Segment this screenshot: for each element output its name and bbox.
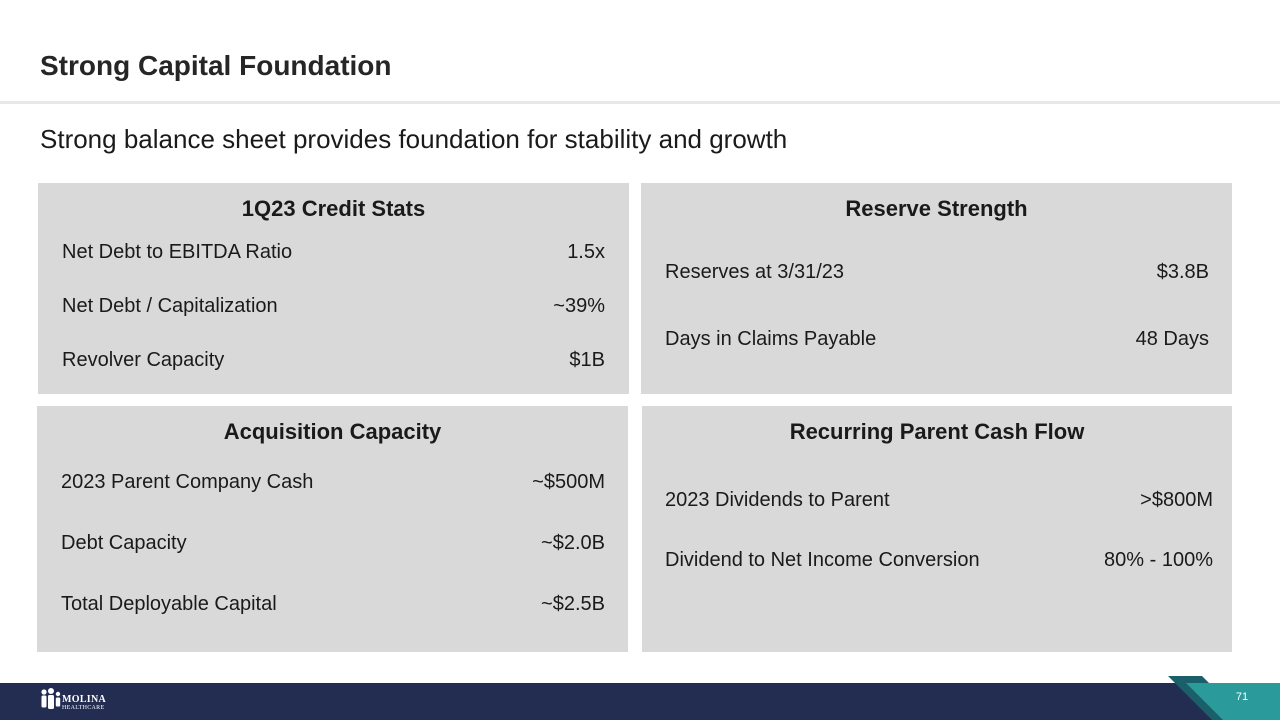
stat-value: ~$2.5B xyxy=(541,593,605,615)
logo-subtext: HEALTHCARE xyxy=(62,705,105,711)
stat-value: ~$500M xyxy=(532,471,605,493)
stat-label: 2023 Parent Company Cash xyxy=(61,471,314,493)
stat-row xyxy=(61,471,605,494)
title-divider xyxy=(0,101,1280,104)
stat-value: 1.5x xyxy=(567,241,605,263)
stat-value: $1B xyxy=(569,349,605,371)
panel-recurring-cash-flow xyxy=(642,406,1232,652)
stat-row xyxy=(61,532,605,555)
panel-credit-stats xyxy=(38,183,629,394)
stat-row xyxy=(665,261,1209,284)
panel-heading: Reserve Strength xyxy=(845,196,1028,221)
stat-row xyxy=(665,328,1209,351)
stat-label: Dividend to Net Income Conversion xyxy=(665,549,980,571)
corner-accent xyxy=(1160,676,1280,720)
family-icon xyxy=(40,687,62,713)
panel-heading: Recurring Parent Cash Flow xyxy=(789,419,1085,444)
stat-row xyxy=(665,489,1213,512)
stat-row xyxy=(62,241,605,264)
stat-row xyxy=(61,593,605,616)
stat-value: 48 Days xyxy=(1135,328,1209,350)
footer-bar xyxy=(0,683,1280,720)
page-number: 71 xyxy=(1235,691,1249,703)
slide-title: Strong Capital Foundation xyxy=(40,50,392,81)
stat-value: >$800M xyxy=(1140,489,1213,511)
stat-label: Net Debt to EBITDA Ratio xyxy=(62,241,293,263)
panel-heading: 1Q23 Credit Stats xyxy=(241,196,426,221)
stat-row xyxy=(665,549,1213,572)
stat-label: Debt Capacity xyxy=(61,532,187,554)
stat-row xyxy=(62,295,605,318)
stat-label: Net Debt / Capitalization xyxy=(62,295,278,317)
company-logo xyxy=(40,687,110,715)
stat-value: ~39% xyxy=(553,295,605,317)
stat-label: Revolver Capacity xyxy=(62,349,225,371)
stat-label: Days in Claims Payable xyxy=(665,328,877,350)
stat-value: 80% - 100% xyxy=(1104,549,1213,571)
stat-row xyxy=(62,349,605,372)
stat-label: Reserves at 3/31/23 xyxy=(665,261,844,283)
panel-reserve-strength xyxy=(641,183,1232,394)
stat-label: Total Deployable Capital xyxy=(61,593,277,615)
panel-heading: Acquisition Capacity xyxy=(223,419,442,444)
stat-value: ~$2.0B xyxy=(541,532,605,554)
slide-subtitle: Strong balance sheet provides foundation for stability and growth xyxy=(40,124,788,154)
panel-acquisition-capacity xyxy=(37,406,628,652)
logo-wordmark: MOLINA xyxy=(62,694,107,705)
stat-value: $3.8B xyxy=(1156,261,1209,283)
stat-label: 2023 Dividends to Parent xyxy=(665,489,890,511)
